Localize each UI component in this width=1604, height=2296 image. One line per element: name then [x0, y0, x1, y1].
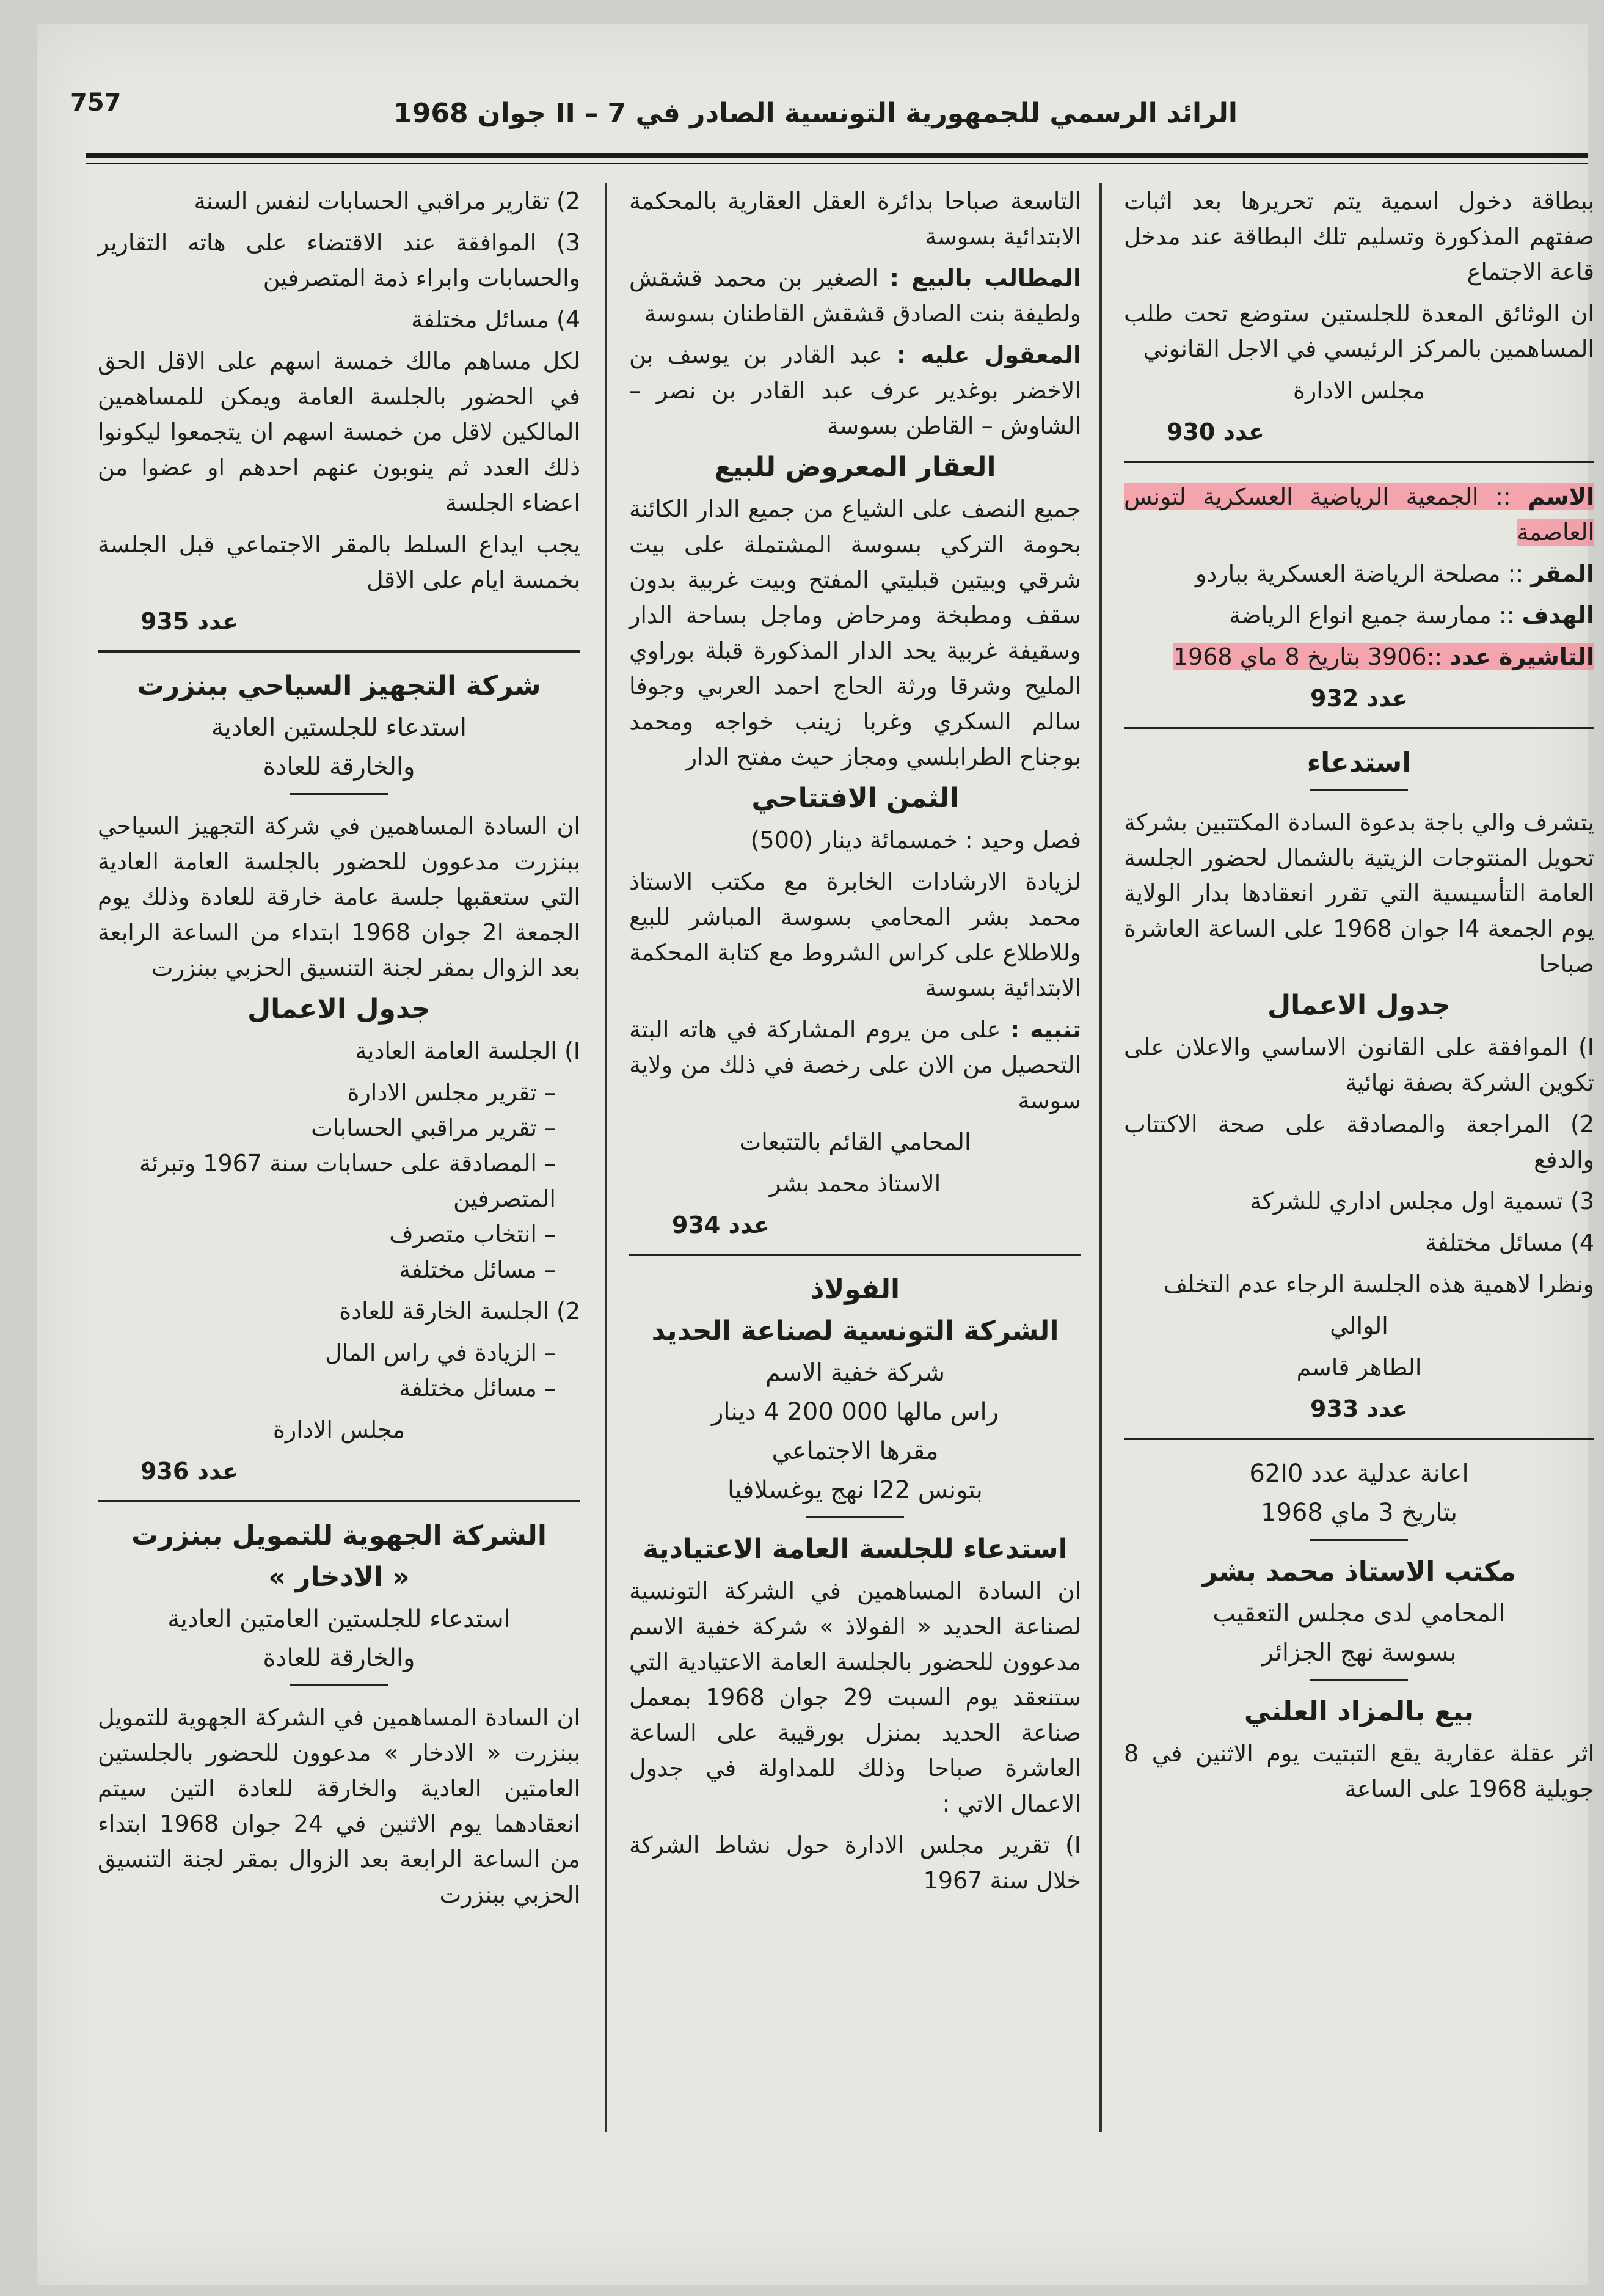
list-item: – تقرير مجلس الادارة — [98, 1075, 556, 1110]
association-visa-value: ::3906 بتاريخ 8 ماي 1968 — [1173, 643, 1443, 670]
deposit-paragraph: يجب ايداع السلط بالمقر الاجتماعي قبل الجلسة بخمسة ايام على الاقل — [98, 531, 580, 593]
governor-name: الطاهر قاسم — [1296, 1354, 1422, 1381]
section-rule — [1124, 727, 1594, 729]
middle-column — [629, 183, 1081, 1904]
extra-meeting-title: 2) الجلسة الخارقة للعادة — [339, 1298, 580, 1325]
company-capital: راس مالها 000 200 4 دينار — [712, 1398, 999, 1426]
section-rule — [98, 650, 580, 653]
company-brand: الفولاذ — [810, 1274, 900, 1305]
notice-number: عدد 930 — [1167, 419, 1264, 445]
company2-subtitle: والخارقة للعادة — [263, 753, 415, 781]
company2-title: شركة التجهيز السياحي ببنزرت — [137, 670, 541, 701]
office-address: بسوسة نهج الجزائر — [1261, 1639, 1457, 1667]
list-item: – الزيادة في راس المال — [98, 1335, 556, 1370]
warning-label: تنبيه : — [1010, 1016, 1081, 1043]
intro-paragraph: ببطاقة دخول اسمية يتم تحريرها بعد اثبات صفتهم المذكورة وتسليم تلك البطاقة عند مدخل قاعة الاجتماع — [1124, 188, 1594, 285]
documents-paragraph: ان الوثائق المعدة للجلستين ستوضع تحت طلب المساهمين بالمركز الرئيسي في الاجل القانوني — [1124, 300, 1594, 362]
association-goal-value: :: ممارسة جميع انواع الرياضة — [1228, 602, 1515, 629]
company2-subtitle: استدعاء للجلستين العادية — [211, 714, 467, 742]
company3-title: الشركة الجهوية للتمويل ببنزرت — [131, 1520, 547, 1551]
association-seat — [1124, 556, 1594, 591]
notice-number: عدد 934 — [672, 1212, 770, 1238]
agenda-item: 4) مسائل مختلفة — [1425, 1229, 1594, 1256]
association-name-value: :: الجمعية الرياضية العسكرية لتونس العاصمة — [1124, 483, 1594, 546]
header-rule-thin — [86, 163, 1588, 164]
column-divider-left — [605, 183, 607, 2132]
short-rule — [1310, 1539, 1408, 1541]
board-signature: مجلس الادارة — [1293, 377, 1425, 404]
section-rule — [629, 1254, 1081, 1256]
lawyer-role: المحامي القائم بالتتبعات — [739, 1128, 971, 1155]
header-rule — [86, 153, 1588, 158]
office-role: المحامي لدى مجلس التعقيب — [1212, 1600, 1506, 1628]
shareholder-paragraph: لكل مساهم مالك خمسة اسهم على الاقل الحق في الحضور بالجلسة العامة ويمكن للمساهمين المالكين لاقل من خمسة اسهم ان يتجمعوا ليكونوا ذلك العدد ثم ينوبون عنهم احدهم او عضوا من اعضاء الجلسة — [98, 348, 580, 516]
debtor-paragraph — [629, 337, 1081, 444]
association-seat-label: المقر — [1531, 560, 1594, 587]
convocation-paragraph: يتشرف والي باجة بدعوة السادة المكتتبين بشركة تحويل المنتوجات الزيتية بالشمال لحضور الجلسة العامة التأسيسية التي تقرر انعقادها بدار الولاية يوم الجمعة I4 جوان 1968 على الساعة العاشرة صباحا — [1124, 809, 1594, 978]
notice-number: عدد 932 — [1310, 685, 1408, 712]
notice-number: عدد 933 — [1310, 1395, 1408, 1422]
agenda-title: جدول الاعمال — [1267, 990, 1451, 1021]
gazette-header-title: الرائد الرسمي للجمهورية التونسية الصادر في 7 – II جوان 1968 — [393, 98, 1238, 129]
section-rule — [1124, 1438, 1594, 1440]
warning-text: على من يروم المشاركة في هاته البتة التحصيل من الان على رخصة في ذلك من ولاية سوسة — [629, 1016, 1081, 1114]
section-rule — [1124, 461, 1594, 463]
notice-number: عدد 935 — [140, 608, 238, 635]
list-item: – تقرير مراقبي الحسابات — [98, 1110, 556, 1146]
seller-paragraph — [629, 260, 1081, 331]
short-rule — [290, 793, 388, 795]
short-rule — [1310, 789, 1408, 791]
judicial-notice: اعانة عدلية عدد 62I0 — [1249, 1460, 1469, 1488]
info-paragraph: لزيادة الارشادات الخابرة مع مكتب الاستاذ محمد بشر المحامي بسوسة المباشر للبيع وللاطلاع على كراس الشروط مع كتابة المحكمة الابتدائية بسوسة — [629, 868, 1081, 1001]
company-name: الشركة التونسية لصناعة الحديد — [651, 1315, 1059, 1347]
list-item: – انتخاب متصرف — [98, 1216, 556, 1252]
agenda-item: 3) الموافقة عند الاقتضاء على هاته التقارير والحسابات وابراء ذمة المتصرفين — [98, 229, 580, 291]
auction-paragraph: اثر عقلة عقارية يقع التبتيت يوم الاثنين في 8 جويلية 1968 على الساعة — [1124, 1740, 1594, 1802]
association-goal — [1124, 598, 1594, 633]
company3-subtitle: والخارقة للعادة — [263, 1644, 415, 1672]
association-seat-value: :: مصلحة الرياضة العسكرية بباردو — [1195, 560, 1524, 587]
debtor-label: المعقول عليه : — [896, 342, 1081, 368]
column-divider-right — [1099, 183, 1102, 2132]
company3-brand: « الادخار » — [268, 1562, 410, 1593]
short-rule — [806, 1516, 904, 1518]
agenda-item: I) الموافقة على القانون الاساسي والاعلان على تكوين الشركة بصفة نهائية — [1124, 1034, 1594, 1096]
meeting-agenda-item: I) تقرير مجلس الادارة حول نشاط الشركة خلال سنة 1967 — [629, 1832, 1081, 1894]
association-visa — [1124, 639, 1594, 675]
list-item: – مسائل مختلفة — [98, 1252, 556, 1287]
property-paragraph: جميع النصف على الشياع من جميع الدار الكائنة بحومة التركي بسوسة المشتملة على بيت شرقي وبيتين قبليتي المفتح وبيت غربية بدون سقف ومطبخة ومرحاض وماجل بساحة الدار وسقيفة غربية يحد الدار المذكورة قبلة بوراوي المليح وشرقا ورثة الحاج احمد العربي وجوفا سالم السكري وغربا زينب خواجه ومحمد بوجناح الطرابلسي ومجاز حيث مفتح الدار — [629, 495, 1081, 770]
governor-title: الوالي — [1330, 1312, 1388, 1339]
right-column — [1124, 183, 1594, 1813]
association-name — [1124, 479, 1594, 550]
agenda-item: 2) تقارير مراقبي الحسابات لنفس السنة — [194, 188, 580, 214]
company-hq-label: مقرها الاجتماعي — [771, 1437, 939, 1465]
warning-paragraph — [629, 1012, 1081, 1118]
board-signature: مجلس الادارة — [273, 1416, 405, 1443]
page-number: 757 — [70, 89, 122, 117]
association-visa-label: التاشيرة عدد — [1449, 643, 1594, 670]
closing-paragraph: ونظرا لاهمية هذه الجلسة الرجاء عدم التخلف — [1163, 1271, 1594, 1298]
company-type: شركة خفية الاسم — [765, 1359, 946, 1387]
company3-paragraph: ان السادة المساهمين في الشركة الجهوية للتمويل ببنزرت « الادخار » مدعوون للحضور بالجلستين العامتين العادية والخارقة للعادة التين سيتم انعقادهما يوم الاثنين في 24 جوان 1968 ابتداء من الساعة الرابعة بعد الزوال بمقر لجنة التنسيق الحزبي ببنزرت — [98, 1704, 580, 1908]
list-item: – المصادقة على حسابات سنة 1967 وتبرئة المتصرفين — [98, 1146, 556, 1216]
agenda-item: 3) تسمية اول مجلس اداري للشركة — [1250, 1188, 1594, 1215]
seller-label: المطالب بالبيع : — [889, 265, 1081, 291]
price-paragraph: فصل وحيد : خمسمائة دينار (500) — [750, 827, 1081, 854]
auction-title: بيع بالمزاد العلني — [1244, 1696, 1475, 1727]
convocation-title: استدعاء — [1307, 747, 1412, 778]
seller-text: الصغير بن محمد قشقش ولطيفة بنت الصادق قشقش القاطنان بسوسة — [629, 265, 1081, 327]
agenda-item: 4) مسائل مختلفة — [411, 306, 580, 333]
meeting-title: استدعاء للجلسة العامة الاعتيادية — [643, 1534, 1068, 1565]
judicial-date: بتاريخ 3 ماي 1968 — [1261, 1499, 1457, 1527]
short-rule — [1310, 1679, 1408, 1681]
company-hq: بتونس I22 نهج يوغسلافيا — [727, 1476, 983, 1504]
section-rule — [98, 1500, 580, 1502]
price-title: الثمن الافتتاحي — [751, 783, 959, 814]
association-name-label: الاسم — [1528, 483, 1594, 510]
ordinary-meeting-title: I) الجلسة العامة العادية — [355, 1037, 580, 1064]
left-column — [98, 183, 580, 1918]
company2-paragraph: ان السادة المساهمين في شركة التجهيز السياحي ببنزرت مدعوون للحضور بالجلسة العامة العادية التي ستعقبها جلسة عامة خارقة للعادة وذلك يوم الجمعة 2I جوان 1968 ابتداء من الساعة الرابعة بعد الزوال بمقر لجنة التنسيق الحزبي ببنزرت — [98, 813, 580, 981]
debtor-text: عبد القادر بن يوسف بن الاخضر بوغدير عرف عبد القادر بن نصر – الشاوش – القاطن بسوسة — [629, 342, 1081, 439]
short-rule — [290, 1684, 388, 1686]
meeting-paragraph: ان السادة المساهمين في الشركة التونسية لصناعة الحديد « الفولاذ » شركة خفية الاسم مدعوون للحضور بالجلسة العامة الاعتيادية التي ستنعقد يوم السبت 29 جوان 1968 بمعمل صناعة الحديد بمنزل بورقيبة على الساعة العاشرة صباحا وذلك للمداولة في جدول الاعمال الاتي : — [629, 1578, 1081, 1817]
ordinary-items-list — [98, 1075, 580, 1287]
notice-number: عدد 936 — [140, 1458, 238, 1485]
association-goal-label: الهدف — [1522, 602, 1594, 629]
extra-items-list — [98, 1335, 580, 1406]
lawyer-name: الاستاذ محمد بشر — [769, 1170, 941, 1197]
continuation-paragraph: التاسعة صباحا بدائرة العقل العقارية بالمحكمة الابتدائية بسوسة — [629, 188, 1081, 250]
list-item: – مسائل مختلفة — [98, 1370, 556, 1406]
agenda-item: 2) المراجعة والمصادقة على صحة الاكتتاب والدفع — [1124, 1111, 1594, 1173]
company3-subtitle: استدعاء للجلستين العامتين العادية — [167, 1605, 511, 1633]
property-title: العقار المعروض للبيع — [714, 452, 996, 483]
office-title: مكتب الاستاذ محمد بشر — [1201, 1556, 1517, 1587]
agenda-title: جدول الاعمال — [247, 993, 431, 1025]
